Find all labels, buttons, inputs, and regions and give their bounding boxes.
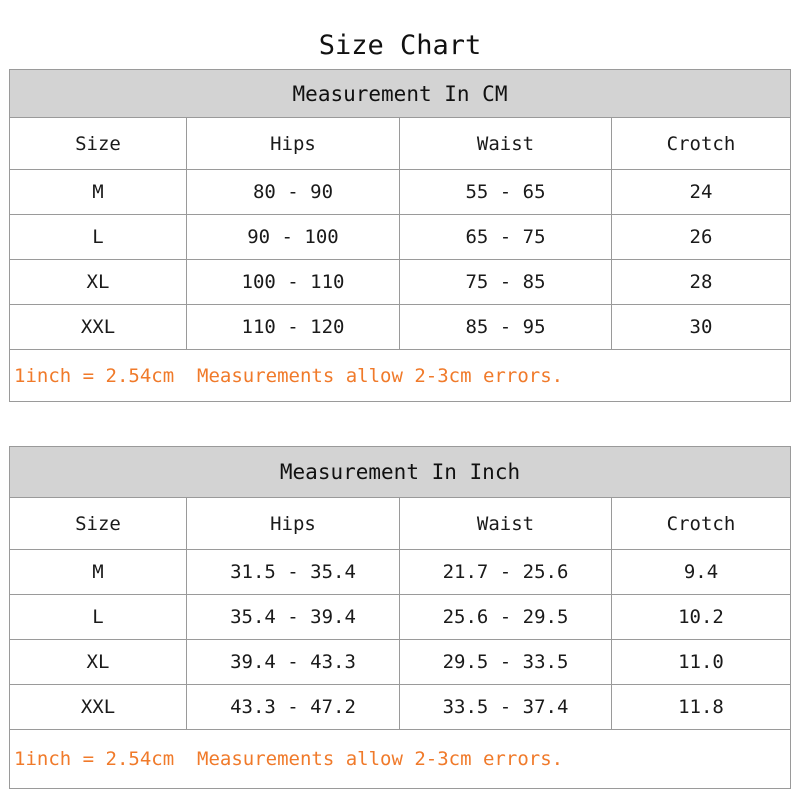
table-row — [10, 550, 790, 595]
waist-cell: 33.5 - 37.4 — [400, 685, 612, 729]
measurement-note: 1inch = 2.54cm Measurements allow 2-3cm errors. — [14, 747, 564, 770]
hips-cell: 31.5 - 35.4 — [187, 550, 400, 594]
crotch-cell: 26 — [689, 226, 713, 248]
hips-cell: 110 - 120 — [187, 305, 400, 349]
column-header-crotch: Crotch — [666, 132, 736, 155]
size-cell: L — [10, 595, 187, 639]
size-cell: XXL — [10, 305, 187, 349]
hips-cell: 35.4 - 39.4 — [187, 595, 400, 639]
waist-cell: 55 - 65 — [400, 170, 612, 214]
measurement-note: 1inch = 2.54cm Measurements allow 2-3cm errors. — [14, 364, 564, 387]
table-header-inch: Measurement In Inch — [10, 447, 790, 498]
size-cell: XL — [10, 640, 187, 684]
column-header-row — [10, 118, 790, 170]
size-table-cm — [9, 69, 791, 402]
crotch-cell: 9.4 — [683, 561, 719, 583]
table-row — [10, 595, 790, 640]
hips-cell: 80 - 90 — [187, 170, 400, 214]
size-cell: M — [10, 170, 187, 214]
waist-cell: 29.5 - 33.5 — [400, 640, 612, 684]
column-header-hips: Hips — [187, 498, 400, 549]
hips-cell: 100 - 110 — [187, 260, 400, 304]
table-row — [10, 640, 790, 685]
column-header-crotch: Crotch — [666, 512, 736, 535]
crotch-cell: 11.0 — [678, 651, 724, 673]
hips-cell: 39.4 - 43.3 — [187, 640, 400, 684]
column-header-waist: Waist — [400, 498, 612, 549]
size-cell: XL — [10, 260, 187, 304]
crotch-cell: 11.8 — [678, 696, 724, 718]
column-header-row — [10, 498, 790, 550]
table-header-cm: Measurement In CM — [10, 70, 790, 118]
column-header-size: Size — [10, 498, 187, 549]
waist-cell: 65 - 75 — [400, 215, 612, 259]
table-row — [10, 215, 790, 260]
table-row — [10, 170, 790, 215]
crotch-cell: 24 — [689, 181, 713, 203]
size-cell: XXL — [10, 685, 187, 729]
column-header-hips: Hips — [187, 118, 400, 169]
size-cell: M — [10, 550, 187, 594]
crotch-cell: 30 — [689, 316, 713, 338]
crotch-cell: 10.2 — [678, 606, 724, 628]
waist-cell: 25.6 - 29.5 — [400, 595, 612, 639]
hips-cell: 43.3 - 47.2 — [187, 685, 400, 729]
waist-cell: 75 - 85 — [400, 260, 612, 304]
size-table-inch — [9, 446, 791, 789]
hips-cell: 90 - 100 — [187, 215, 400, 259]
crotch-cell: 28 — [689, 271, 713, 293]
table-row — [10, 685, 790, 730]
table-row — [10, 260, 790, 305]
page-title: Size Chart — [318, 30, 482, 61]
table-row — [10, 305, 790, 350]
waist-cell: 85 - 95 — [400, 305, 612, 349]
column-header-waist: Waist — [400, 118, 612, 169]
size-cell: L — [10, 215, 187, 259]
waist-cell: 21.7 - 25.6 — [400, 550, 612, 594]
column-header-size: Size — [10, 118, 187, 169]
